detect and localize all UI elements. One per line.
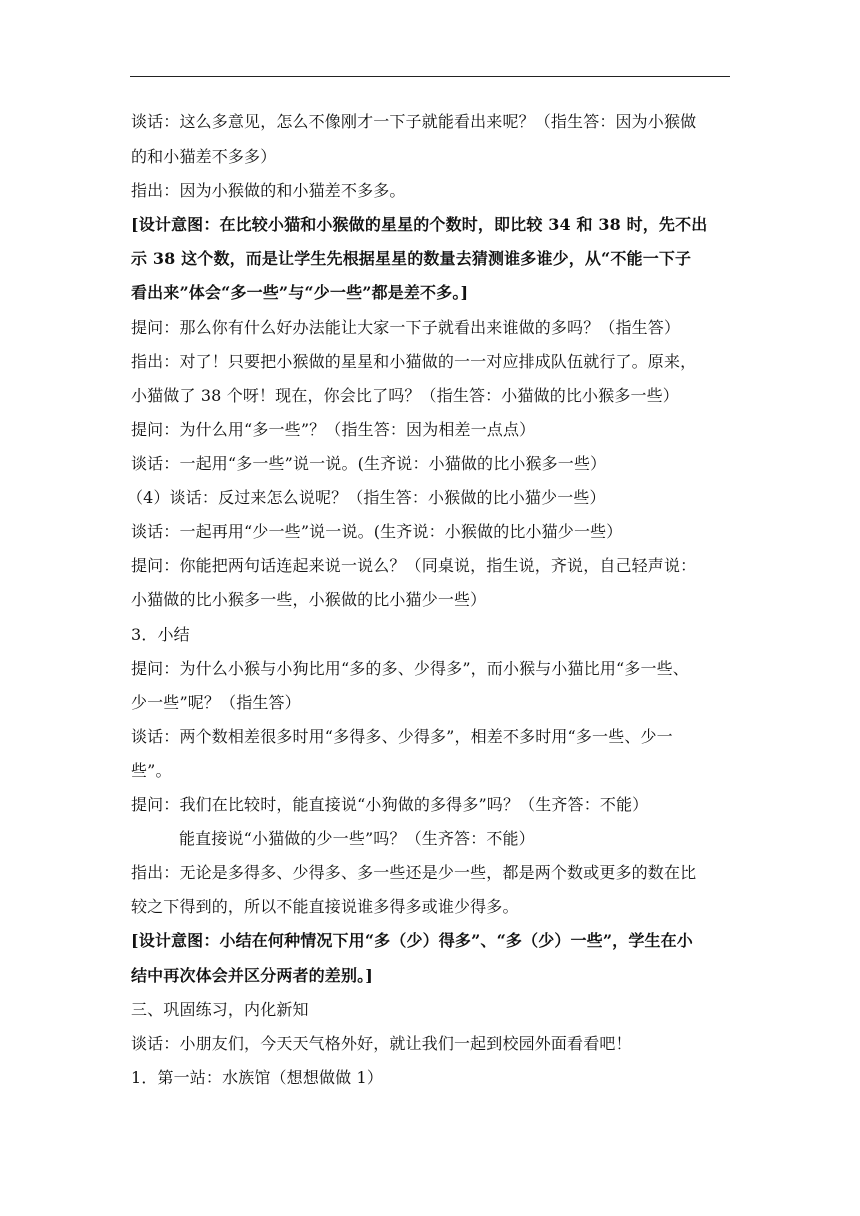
paragraph-line: 小猫做了 38 个呀！现在，你会比了吗？（指生答：小猫做的比小猴多一些） [131,386,679,405]
paragraph-line: 少一些”呢？（指生答） [131,693,301,712]
design-intent-line: [设计意图：在比较小猫和小猴做的星星的个数时，即比较 34 和 38 时，先不出 [131,215,708,234]
paragraph-line: 提问：为什么小猴与小狗比用“多的多、少得多”，而小猴与小猫比用“多一些、 [131,659,689,678]
paragraph-line: 谈话：一起再用“少一些”说一说。(生齐说：小猴做的比小猫少一些） [131,522,623,541]
paragraph-line: 1．第一站：水族馆（想想做做 1） [131,1068,383,1087]
paragraph-line: （4）谈话：反过来怎么说呢？（指生答：小猴做的比小猫少一些） [127,488,606,507]
design-intent-line: 看出来”体会“多一些”与“少一些”都是差不多。] [131,283,469,302]
design-intent-line: 结中再次体会并区分两者的差别。] [131,966,373,985]
section-heading: 三、巩固练习，内化新知 [131,1000,309,1019]
paragraph-line: 谈话：两个数相差很多时用“多得多、少得多”，相差不多时用“多一些、少一 [131,727,673,746]
paragraph-line: 谈话：小朋友们，今天天气格外好，就让我们一起到校园外面看看吧！ [131,1034,632,1053]
header-rule [130,76,730,77]
paragraph-line: 谈话：一起用“多一些”说一说。(生齐说：小猫做的比小猴多一些） [131,454,607,473]
paragraph-line: 些”。 [131,761,172,780]
paragraph-line: 较之下得到的，所以不能直接说谁多得多或谁少得多。 [131,897,519,916]
paragraph-line: 提问：我们在比较时，能直接说“小狗做的多得多”吗？（生齐答：不能） [131,795,649,814]
paragraph-line: 提问：那么你有什么好办法能让大家一下子就看出来谁做的多吗？（指生答） [131,318,681,337]
design-intent-line: [设计意图：小结在何种情况下用“多（少）得多”、“多（少）一些”，学生在小 [131,931,693,950]
paragraph-line: 提问：为什么用“多一些”？（指生答：因为相差一点点） [131,420,536,439]
paragraph-line: 提问：你能把两句话连起来说一说么？（同桌说，指生说，齐说，自己轻声说： [131,556,697,575]
paragraph-line: 的和小猫差不多多） [131,147,277,166]
paragraph-line: 指出：因为小猴做的和小猫差不多多。 [131,181,406,200]
paragraph-line: 指出：对了！只要把小猴做的星星和小猫做的一一对应排成队伍就行了。原来， [131,352,697,371]
section-heading: 3．小结 [131,625,190,644]
paragraph-line: 谈话：这么多意见，怎么不像刚才一下子就能看出来呢？（指生答：因为小猴做 [131,112,697,131]
paragraph-line: 能直接说“小猫做的少一些”吗？（生齐答：不能） [179,829,535,848]
paragraph-line: 小猫做的比小猴多一些，小猴做的比小猫少一些） [131,590,487,609]
design-intent-line: 示 38 这个数，而是让学生先根据星星的数量去猜测谁多谁少，从“不能一下子 [131,249,692,268]
paragraph-line: 指出：无论是多得多、少得多、多一些还是少一些，都是两个数或更多的数在比 [131,863,697,882]
